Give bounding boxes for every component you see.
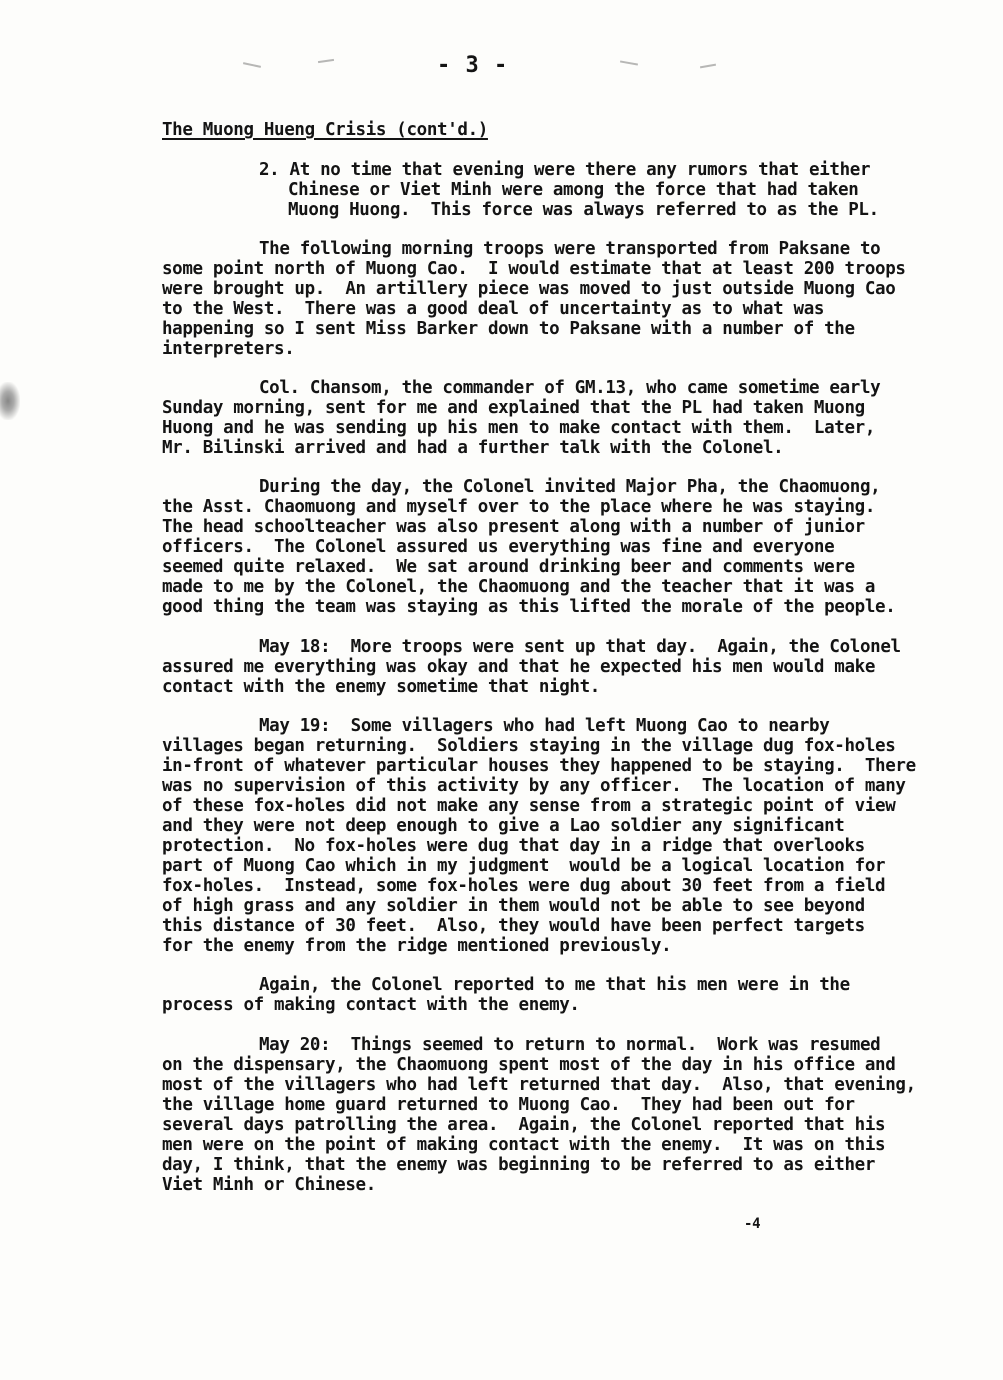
text-line: the village home guard returned to Muong Cao. They had been out for — [162, 1095, 855, 1115]
text-line: happening so I sent Miss Barker down to Paksane with a number of the — [162, 319, 855, 339]
text-line: Col. Chansom, the commander of GM.13, who came sometime early — [259, 378, 881, 398]
text-line: Sunday morning, sent for me and explained that the PL had taken Muong — [162, 398, 865, 418]
text-line: Muong Huong. This force was always referred to as the PL. — [288, 200, 879, 220]
text-line: 2. At no time that evening were there any rumors that either — [259, 160, 871, 180]
text-line: was no supervision of this activity by any officer. The location of many — [162, 776, 906, 796]
text-line: villages began returning. Soldiers staying in the village dug fox-holes — [162, 736, 896, 756]
text-line: most of the villagers who had left returned that day. Also, that evening, — [162, 1075, 916, 1095]
text-line: this distance of 30 feet. Also, they would have been perfect targets — [162, 916, 865, 936]
text-line: May 18: More troops were sent up that day. Again, the Colonel — [259, 637, 901, 657]
text-line: protection. No fox-holes were dug that day in a ridge that overlooks — [162, 836, 865, 856]
scan-mark — [700, 64, 716, 69]
text-line: Again, the Colonel reported to me that his men were in the — [259, 975, 850, 995]
text-line: and they were not deep enough to give a Lao soldier any significant — [162, 816, 845, 836]
text-line: May 20: Things seemed to return to normal. Work was resumed — [259, 1035, 881, 1055]
text-line: of high grass and any soldier in them would not be able to see beyond — [162, 896, 865, 916]
text-line: Viet Minh or Chinese. — [162, 1175, 376, 1195]
text-line: for the enemy from the ridge mentioned previously. — [162, 936, 672, 956]
text-line: Chinese or Viet Minh were among the force that had taken — [288, 180, 859, 200]
text-line: day, I think, that the enemy was beginning to be referred to as either — [162, 1155, 876, 1175]
scan-mark — [243, 62, 261, 68]
text-line: of these fox-holes did not make any sense from a strategic point of view — [162, 796, 896, 816]
text-line: in-front of whatever particular houses they happened to be staying. There — [162, 756, 916, 776]
text-line: officers. The Colonel assured us everything was fine and everyone — [162, 537, 835, 557]
text-line: seemed quite relaxed. We sat around drinking beer and comments were — [162, 557, 855, 577]
scan-mark — [318, 59, 334, 63]
text-line: made to me by the Colonel, the Chaomuong and the teacher that it was a — [162, 577, 876, 597]
text-line: Huong and he was sending up his men to make contact with them. Later, — [162, 418, 876, 438]
text-line: contact with the enemy sometime that night. — [162, 677, 600, 697]
scan-smudge — [0, 382, 20, 420]
text-line: fox-holes. Instead, some fox-holes were dug about 30 feet from a field — [162, 876, 886, 896]
text-line: some point north of Muong Cao. I would estimate that at least 200 troops — [162, 259, 906, 279]
text-line: process of making contact with the enemy. — [162, 995, 580, 1015]
text-line: part of Muong Cao which in my judgment would be a logical location for — [162, 856, 886, 876]
section-heading: The Muong Hueng Crisis (cont'd.) — [162, 120, 488, 140]
scan-mark — [620, 60, 638, 65]
continuation-mark: -4 — [744, 1216, 761, 1232]
text-line: During the day, the Colonel invited Major Pha, the Chaomuong, — [259, 477, 881, 497]
text-line: interpreters. — [162, 339, 295, 359]
text-line: Mr. Bilinski arrived and had a further talk with the Colonel. — [162, 438, 784, 458]
text-line: to the West. There was a good deal of uncertainty as to what was — [162, 299, 825, 319]
text-line: were brought up. An artillery piece was moved to just outside Muong Cao — [162, 279, 896, 299]
text-line: The following morning troops were transported from Paksane to — [259, 239, 881, 259]
text-line: May 19: Some villagers who had left Muong Cao to nearby — [259, 716, 830, 736]
text-line: on the dispensary, the Chaomuong spent most of the day in his office and — [162, 1055, 896, 1075]
text-line: assured me everything was okay and that he expected his men would make — [162, 657, 876, 677]
text-line: good thing the team was staying as this lifted the morale of the people. — [162, 597, 896, 617]
page-number: - 3 - — [437, 53, 509, 78]
text-line: men were on the point of making contact with the enemy. It was on this — [162, 1135, 886, 1155]
text-line: several days patrolling the area. Again, the Colonel reported that his — [162, 1115, 886, 1135]
text-line: the Asst. Chaomuong and myself over to the place where he was staying. — [162, 497, 876, 517]
text-line: The head schoolteacher was also present along with a number of junior — [162, 517, 865, 537]
